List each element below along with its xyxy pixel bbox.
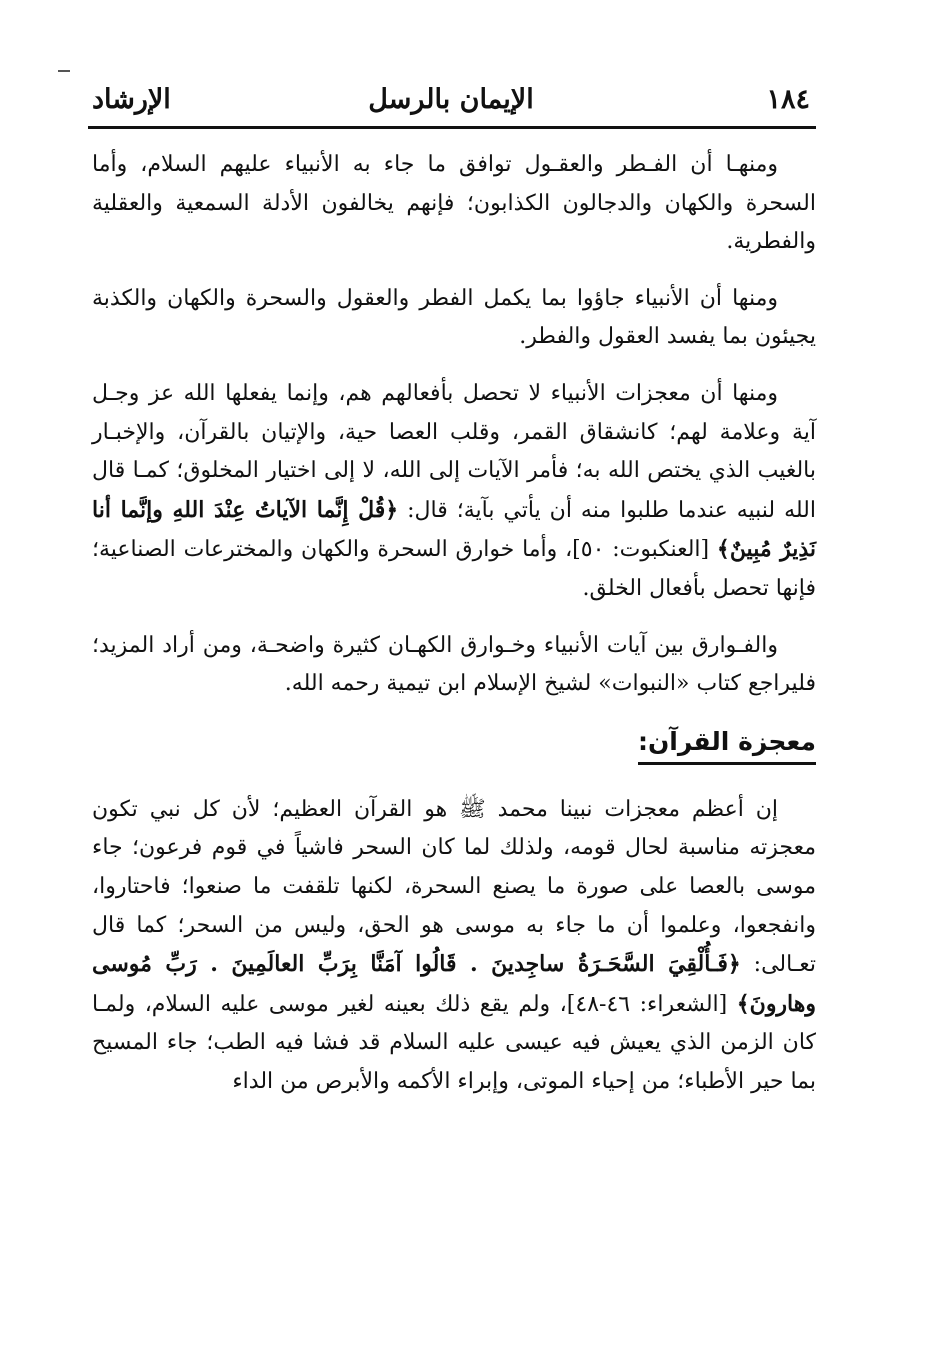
quran-verse-ankabut: ﴿قُلْ إِنَّما الآياتُ عِنْدَ اللهِ وإنَّما أنا نَذِيرٌ مُبِينٌ﴾ — [92, 496, 817, 563]
section-paragraph-text-a: إن أعظم معجزات نبينا محمد ﷺ هو القرآن العظيم؛ لأن كل نبي تكون معجزته مناسبة لحال قومه، ولذلك لما كان السحر فاشياً في قوم فرعون؛ جاء موسى بالعصا على صورة ما يصنع السحرة، لكنها تلقفت ما صنعوا؛ فاحتاروا، وانفجعوا، وعلموا أن ما جاء به موسى هو الحق، وليس من السحر؛ كما قال تعـالى: — [92, 796, 816, 978]
section-paragraph — [92, 791, 816, 1102]
chapter-title: الإيمان بالرسل — [368, 84, 534, 115]
section-heading: معجزة القرآن: — [638, 722, 816, 765]
running-header — [88, 78, 814, 122]
paragraph-4: والفـوارق بين آيات الأنبياء وخـوارق الكهـان كثيرة واضحـة، ومن أراد المزيد؛ فليراجع كتاب «النبوات» لشيخ الإسلام ابن تيمية رحمه الله. — [92, 632, 816, 697]
book-title: الإرشاد — [92, 84, 171, 115]
section-paragraph-text-b: [الشعراء: ٤٦-٤٨]، ولم يقع ذلك بعينه لغير موسى عليه السلام، ولمـا كان الزمن الذي يعيش فيه عيسى عليه السلام قد فشا فيه الطب؛ جاء المسيح بما حير الأطباء؛ من إحياء الموتى، وإبراء الأكمه والأبرص من الداء — [92, 991, 816, 1094]
paragraph-1: ومنهـا أن الفـطر والعقـول توافق ما جاء به الأنبياء عليهم السلام، وأما السحرة والكهان والدجالون الكذابون؛ فإنهم يخالفون الأدلة السمعية والعقلية والفطرية. — [92, 152, 816, 255]
quran-verse-shuara: ﴿فَـأُلْقِيَ السَّحَـرَةُ ساجِدينَ . قَالُوا آمَنَّا بِرَبِّ العالَمِينَ . رَبِّ مُوسى وهارونَ﴾ — [92, 951, 816, 1017]
scan-mark — [58, 70, 70, 72]
section-heading-wrap — [92, 722, 816, 779]
page-body — [92, 146, 816, 1119]
paragraph-2: ومنها أن الأنبياء جاؤوا بما يكمل الفطر والعقول والسحرة والكهان والكذبة يجيئون بما يفسد العقول والفطر. — [92, 285, 816, 350]
page-number: ١٨٤ — [766, 84, 810, 115]
paragraph-3-text-a: ومنها أن معجزات الأنبياء لا تحصل بأفعالهم هم، وإنما يفعلها الله عز وجـل آية وعلامة لهم؛ كانشقاق القمر، وقلب العصا حية، والإتيان بالقرآن، والإخبـار بالغيب الذي يختص الله به؛ فأمر الآيات إلى الله، لا إلى اختيار المخلوق؛ كمـا قال الله لنبيه عندما طلبوا منه أن يأتي بآية؛ قال: — [92, 380, 816, 523]
header-rule — [88, 126, 816, 129]
paragraph-3 — [92, 375, 816, 609]
paragraph-3-text-b: [العنكبوت: ٥٠]، وأما خوارق السحرة والكهان والمخترعات الصناعية؛ فإنها تحصل بأفعال الخلق. — [92, 537, 816, 601]
